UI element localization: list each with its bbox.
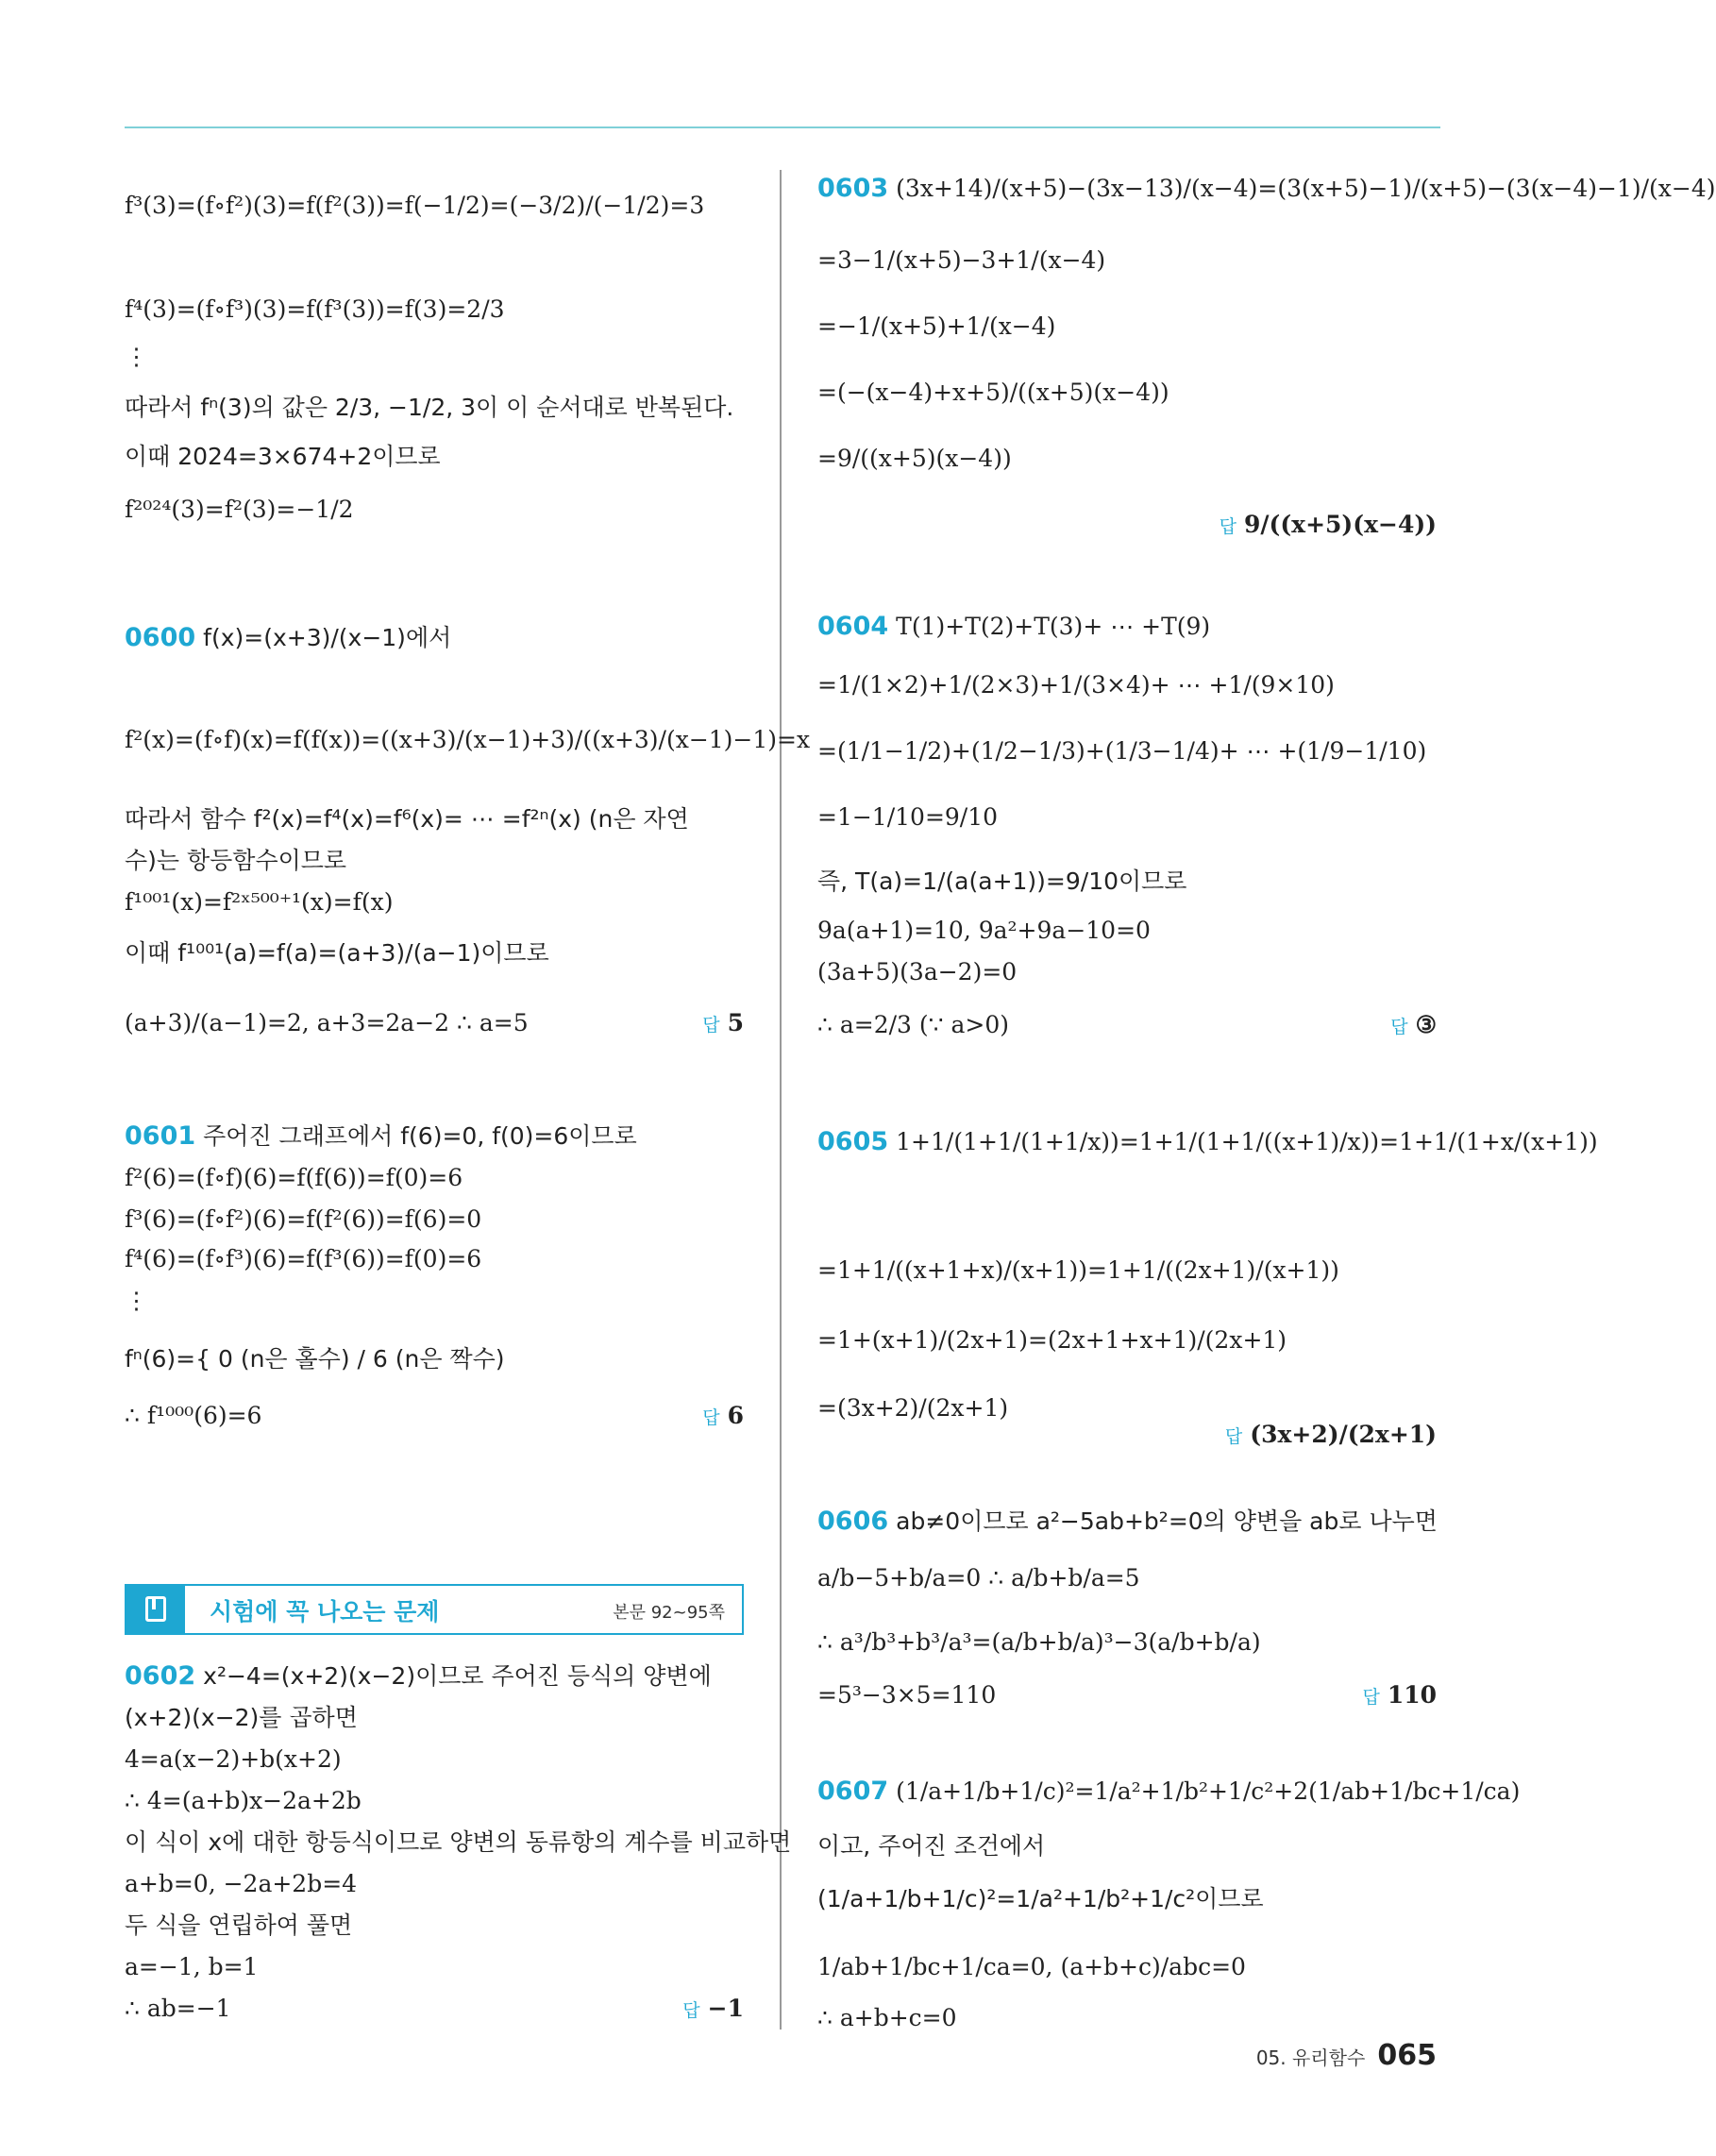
problem-number: 0603	[817, 174, 889, 203]
solution-line	[817, 1679, 996, 1711]
answer-value: (3x+2)/(2x+1)	[1250, 1421, 1437, 1448]
line-text: =5³−3×5=110	[817, 1681, 997, 1709]
line-text: a=−1, b=1	[125, 1953, 259, 1980]
solution-line	[125, 494, 354, 526]
solution-line	[817, 956, 1017, 988]
solution-line	[125, 1285, 148, 1317]
solution-line	[125, 1993, 231, 2025]
line-text: ⋮	[125, 1287, 148, 1314]
solution-line	[125, 1400, 261, 1432]
solution-line	[817, 1626, 1261, 1659]
answer	[1225, 1419, 1437, 1453]
answer	[1220, 509, 1437, 543]
line-text: 이 식이 x에 대한 항등식이므로 양변의 동류항의 계수를 비교하면	[125, 1828, 792, 1856]
line-text: =−1/(x+5)+1/(x−4)	[817, 312, 1056, 340]
line-text: 따라서 함수 f²(x)=f⁴(x)=f⁶(x)= ⋯ =f²ⁿ(x) (n은 자연	[125, 805, 689, 833]
problem-0607	[817, 1776, 1520, 1808]
line-text: f²⁰²⁴(3)=f²(3)=−1/2	[125, 496, 354, 523]
line-text: f(x)=(x+3)/(x−1)에서	[203, 624, 452, 651]
solution-line	[817, 1324, 1287, 1356]
line-text: =1+(x+1)/(2x+1)=(2x+1+x+1)/(2x+1)	[817, 1326, 1287, 1354]
solution-line	[125, 1868, 357, 1900]
problem-0605	[817, 1126, 1598, 1158]
line-text: f²(x)=(f∘f)(x)=f(f(x))=((x+3)/(x−1)+3)/((x+3)/(x−1)−1)=x	[125, 726, 811, 753]
line-text: (1/a+1/b+1/c)²=1/a²+1/b²+1/c²이므로	[817, 1885, 1264, 1912]
solution-line	[125, 341, 148, 373]
line-text: =1/(1×2)+1/(2×3)+1/(3×4)+ ⋯ +1/(9×10)	[817, 671, 1335, 699]
solution-line	[125, 392, 733, 424]
answer	[1362, 1679, 1437, 1713]
line-text: =1+1/((x+1+x)/(x+1))=1+1/((2x+1)/(x+1))	[817, 1256, 1339, 1284]
line-text: =1−1/10=9/10	[817, 803, 999, 831]
page-number: 065	[1377, 2039, 1437, 2072]
line-text: ⋮	[125, 343, 148, 370]
line-text: x²−4=(x+2)(x−2)이므로 주어진 등식의 양변에	[203, 1662, 712, 1690]
line-text: a+b=0, −2a+2b=4	[125, 1870, 358, 1897]
page-footer	[1256, 2039, 1437, 2072]
solution-line	[125, 845, 346, 877]
line-text: f⁴(6)=(f∘f³)(6)=f(f³(6))=f(0)=6	[125, 1245, 482, 1272]
line-text: 1/ab+1/bc+1/ca=0, (a+b+c)/abc=0	[817, 1953, 1246, 1980]
solution-line	[125, 441, 441, 473]
line-text: =(3x+2)/(2x+1)	[817, 1394, 1009, 1422]
book-icon	[145, 1596, 166, 1622]
line-text: 따라서 fⁿ(3)의 값은 2/3, −1/2, 3이 이 순서대로 반복된다.	[125, 394, 734, 421]
problem-0602	[125, 1660, 712, 1693]
top-rule	[125, 126, 1440, 128]
line-text: (3x+14)/(x+5)−(3x−13)/(x−4)=(3(x+5)−1)/(x+5)−(3(x−4)−1)/(x−4)	[896, 175, 1716, 202]
solution-line	[817, 1392, 1008, 1424]
solution-line	[817, 1951, 1246, 1983]
answer-label: 답	[682, 2000, 700, 2021]
solution-line	[125, 1951, 258, 1983]
solution-line	[817, 915, 1151, 947]
line-text: 두 식을 연립하여 풀면	[125, 1912, 353, 1939]
solution-line	[125, 937, 549, 969]
problem-0600	[125, 622, 451, 654]
section-banner	[125, 1584, 744, 1635]
line-text: =3−1/(x+5)−3+1/(x−4)	[817, 246, 1106, 274]
problem-0604	[817, 611, 1210, 643]
banner-icon-box	[126, 1586, 185, 1633]
answer-label: 답	[702, 1407, 720, 1428]
answer-value: −1	[707, 1995, 744, 2022]
line-text: ∴ a=2/3 (∵ a>0)	[817, 1011, 1010, 1038]
answer	[702, 1007, 744, 1041]
problem-number: 0601	[125, 1121, 196, 1151]
solution-line	[817, 1255, 1339, 1287]
answer-label: 답	[1362, 1687, 1380, 1708]
problem-0606	[817, 1506, 1438, 1538]
line-text: =(−(x−4)+x+5)/((x+5)(x−4))	[817, 379, 1169, 406]
line-text: f³(6)=(f∘f²)(6)=f(f²(6))=f(6)=0	[125, 1205, 482, 1233]
line-text: fⁿ(6)={ 0 (n은 홀수) / 6 (n은 짝수)	[125, 1345, 505, 1373]
answer	[682, 1993, 744, 2027]
chapter-label: 05. 유리함수	[1255, 2047, 1366, 2069]
solution-line	[125, 1204, 481, 1236]
line-text: (x+2)(x−2)를 곱하면	[125, 1704, 358, 1731]
line-text: (3a+5)(3a−2)=0	[817, 958, 1018, 985]
problem-number: 0600	[125, 623, 196, 652]
column-divider	[780, 170, 782, 2030]
solution-line	[125, 1243, 481, 1275]
line-text: 9a(a+1)=10, 9a²+9a−10=0	[817, 917, 1151, 944]
solution-line	[817, 1883, 1264, 1915]
line-text: a/b−5+b/a=0 ∴ a/b+b/a=5	[817, 1564, 1140, 1592]
solution-line	[125, 1743, 342, 1776]
line-text: 4=a(x−2)+b(x+2)	[125, 1745, 342, 1773]
line-text: 주어진 그래프에서 f(6)=0, f(0)=6이므로	[203, 1122, 637, 1150]
line-text: 즉, T(a)=1/(a(a+1))=9/10이므로	[817, 867, 1187, 895]
solution-line	[817, 244, 1105, 277]
line-text: f²(6)=(f∘f)(6)=f(f(6))=f(0)=6	[125, 1164, 463, 1191]
solution-line	[125, 1785, 362, 1817]
line-text: (a+3)/(a−1)=2, a+3=2a−2 ∴ a=5	[125, 1009, 529, 1036]
line-text: ∴ a³/b³+b³/a³=(a/b+b/a)³−3(a/b+b/a)	[817, 1628, 1261, 1656]
answer-value: ③	[1415, 1011, 1437, 1038]
problem-number: 0604	[817, 612, 889, 641]
answer-label: 답	[1219, 516, 1237, 537]
line-text: 수)는 항등함수이므로	[125, 847, 347, 874]
line-text: (1/a+1/b+1/c)²=1/a²+1/b²+1/c²+2(1/ab+1/bc+1/ca)	[896, 1777, 1521, 1805]
answer-value: 9/((x+5)(x−4))	[1244, 511, 1437, 538]
solution-line	[817, 735, 1426, 767]
line-text: =9/((x+5)(x−4))	[817, 445, 1012, 472]
line-text: f¹⁰⁰¹(x)=f²ˣ⁵⁰⁰⁺¹(x)=f(x)	[125, 888, 394, 916]
answer-value: 110	[1387, 1681, 1437, 1709]
solution-line	[817, 801, 998, 834]
problem-number: 0602	[125, 1661, 196, 1691]
line-text: ∴ f¹⁰⁰⁰(6)=6	[125, 1402, 262, 1429]
solution-line	[817, 1562, 1140, 1594]
solution-line	[125, 803, 689, 835]
banner-page-ref: 본문 92~95쪽	[613, 1603, 725, 1623]
solution-line	[817, 1830, 1045, 1862]
solution-line	[125, 724, 810, 756]
line-text: 이때 2024=3×674+2이므로	[125, 443, 441, 470]
answer-label: 답	[1224, 1426, 1243, 1447]
problem-number: 0606	[817, 1507, 889, 1536]
solution-line	[125, 1702, 358, 1734]
solution-line	[817, 311, 1055, 343]
line-text: ∴ a+b+c=0	[817, 2004, 957, 2031]
line-text: f⁴(3)=(f∘f³)(3)=f(f³(3))=f(3)=2/3	[125, 295, 505, 323]
problem-number: 0605	[817, 1127, 889, 1156]
solution-line	[817, 1009, 1009, 1041]
solution-line	[817, 377, 1169, 409]
solution-line	[125, 1827, 791, 1859]
solution-line	[125, 886, 393, 918]
solution-line	[817, 669, 1335, 701]
answer-label: 답	[702, 1015, 720, 1036]
solution-line	[817, 443, 1012, 475]
line-text: T(1)+T(2)+T(3)+ ⋯ +T(9)	[896, 613, 1211, 640]
line-text: f³(3)=(f∘f²)(3)=f(f²(3))=f(−1/2)=(−3/2)/(−1/2)=3	[125, 192, 705, 219]
solution-line	[817, 866, 1186, 898]
solution-line	[125, 190, 704, 222]
line-text: ∴ ab=−1	[125, 1995, 231, 2022]
line-text: 이고, 주어진 조건에서	[817, 1832, 1046, 1860]
line-text: 이때 f¹⁰⁰¹(a)=f(a)=(a+3)/(a−1)이므로	[125, 939, 549, 967]
solution-line	[125, 1343, 505, 1375]
problem-0603	[817, 173, 1716, 205]
solution-line	[817, 2002, 957, 2034]
line-text: ab≠0이므로 a²−5ab+b²=0의 양변을 ab로 나누면	[896, 1508, 1438, 1535]
solution-line	[125, 1910, 352, 1942]
line-text: 1+1/(1+1/(1+1/x))=1+1/(1+1/((x+1)/x))=1+1/(1+x/(x+1))	[896, 1128, 1598, 1155]
problem-number: 0607	[817, 1777, 889, 1806]
banner-title: 시험에 꼭 나오는 문제	[210, 1598, 440, 1625]
line-text: ∴ 4=(a+b)x−2a+2b	[125, 1787, 362, 1814]
solution-line	[125, 1162, 463, 1194]
answer-value: 5	[727, 1009, 744, 1036]
line-text: =(1/1−1/2)+(1/2−1/3)+(1/3−1/4)+ ⋯ +(1/9−1/10)	[817, 737, 1427, 765]
problem-0601	[125, 1120, 637, 1153]
answer-label: 답	[1390, 1017, 1408, 1037]
answer-value: 6	[727, 1402, 744, 1429]
answer	[1390, 1009, 1437, 1043]
solution-line	[125, 294, 505, 326]
answer	[702, 1400, 744, 1434]
solution-line	[125, 1007, 529, 1039]
